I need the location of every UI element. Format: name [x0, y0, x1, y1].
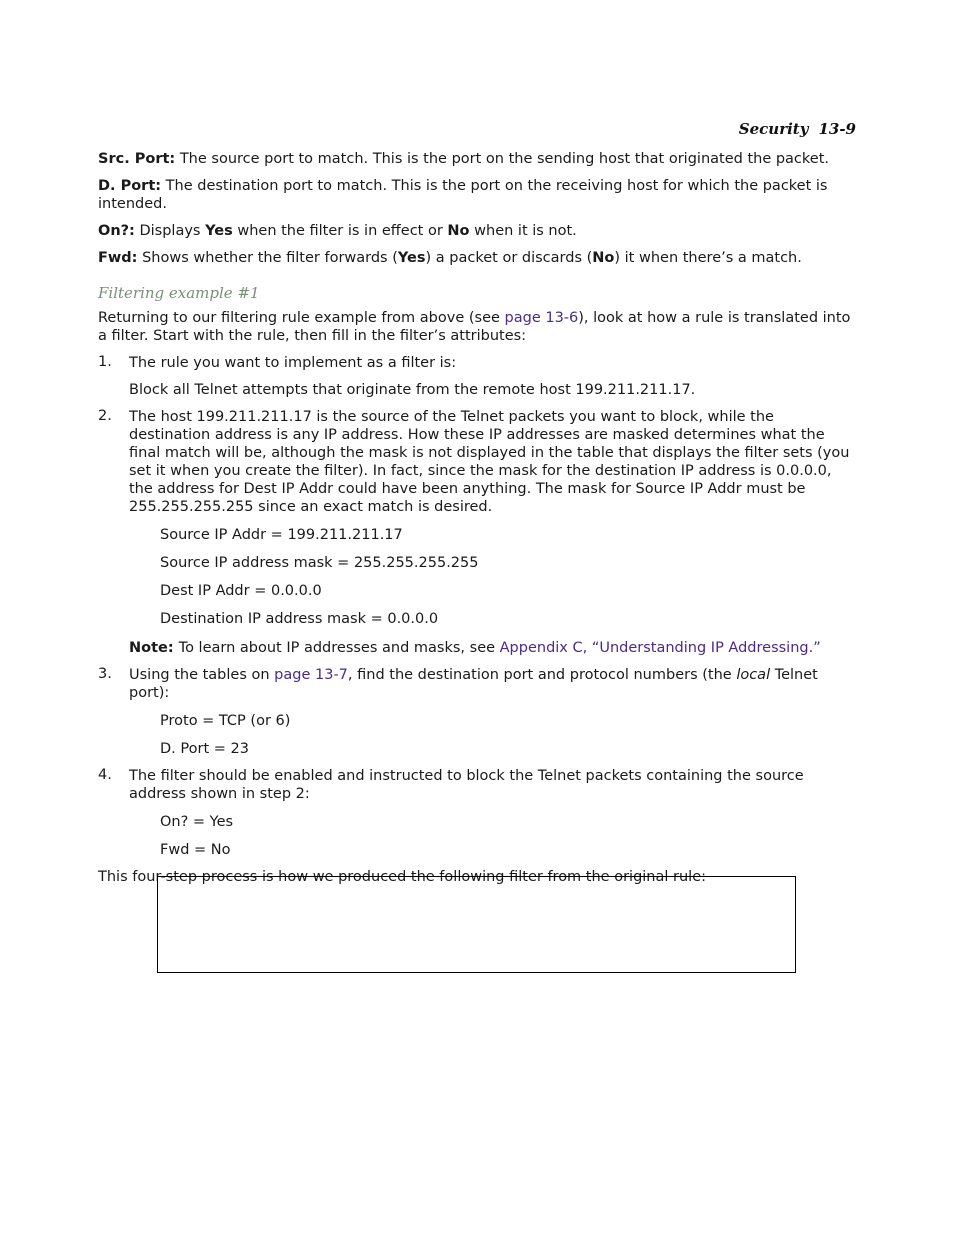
step-number: 4.	[98, 767, 112, 783]
definition-on: On?: Displays Yes when the filter is in effect or No when it is not.	[98, 223, 577, 239]
closing-paragraph: This four-step process is how we produced the following filter from the original rule:	[98, 869, 706, 885]
rule-text: Block all Telnet attempts that originate from the remote host 199.211.211.17.	[129, 382, 696, 398]
step-text: The rule you want to implement as a filter is:	[129, 355, 457, 371]
page-13-7-link[interactable]: page 13-7	[274, 667, 348, 683]
step-4	[98, 767, 858, 859]
note-label: Note:	[129, 640, 174, 656]
definition-d-port: D. Port: The destination port to match. This is the port on the receiving host for which the packet is intended.	[98, 178, 828, 212]
step-1	[98, 354, 858, 399]
definition-fwd: Fwd: Shows whether the filter forwards (Yes) a packet or discards (No) it when there’s a match.	[98, 250, 802, 266]
step-text: The filter should be enabled and instructed to block the Telnet packets containing the source address shown in step 2:	[129, 768, 804, 802]
value-fwd: Fwd = No	[160, 842, 231, 858]
main-content	[98, 150, 858, 886]
header-section: Security	[738, 120, 809, 138]
value-d-port: D. Port = 23	[160, 741, 249, 757]
value-dest-mask: Destination IP address mask = 0.0.0.0	[160, 611, 439, 627]
step-2	[98, 408, 858, 657]
value-list	[129, 712, 858, 758]
value-source-ip: Source IP Addr = 199.211.211.17	[160, 527, 403, 543]
step-3	[98, 666, 858, 758]
filter-figure-box	[157, 876, 796, 973]
appendix-c-link[interactable]: Appendix C, “Understanding IP Addressing.”	[499, 640, 821, 656]
value-list	[129, 526, 858, 628]
step-text: Using the tables on page 13-7, find the destination port and protocol numbers (the local Telnet port):	[129, 667, 818, 701]
running-header	[739, 120, 856, 138]
note: Note: To learn about IP addresses and masks, see Appendix C, “Understanding IP Addressing.”	[129, 640, 821, 656]
value-source-mask: Source IP address mask = 255.255.255.255	[160, 555, 479, 571]
step-text: The host 199.211.211.17 is the source of the Telnet packets you want to block, while the destination address is any IP address. How these IP addresses are masked determines what the final match will be, although the mask is not displayed in the table that displays the filter sets (you set it when you create the filter). In fact, since the mask for the destination IP address is 0.0.0.0, the address for Dest IP Addr could have been anything. The mask for Source IP Addr must be 255.255.255.255 since an exact match is desired.	[129, 409, 850, 515]
intro-paragraph: Returning to our filtering rule example from above (see page 13-6), look at how a rule is translated into a filter. Start with the rule, then fill in the filter’s attributes:	[98, 310, 851, 344]
step-number: 1.	[98, 354, 112, 370]
step-number: 2.	[98, 408, 112, 424]
definition-src-port: Src. Port: The source port to match. This is the port on the sending host that originated the packet.	[98, 151, 830, 167]
value-on: On? = Yes	[160, 814, 234, 830]
header-page-number: 13-9	[818, 120, 856, 138]
value-proto: Proto = TCP (or 6)	[160, 713, 291, 729]
value-list	[129, 813, 858, 859]
section-subheading: Filtering example #1	[98, 284, 260, 302]
page-13-6-link[interactable]: page 13-6	[504, 310, 579, 326]
value-dest-ip: Dest IP Addr = 0.0.0.0	[160, 583, 322, 599]
step-number: 3.	[98, 666, 112, 682]
